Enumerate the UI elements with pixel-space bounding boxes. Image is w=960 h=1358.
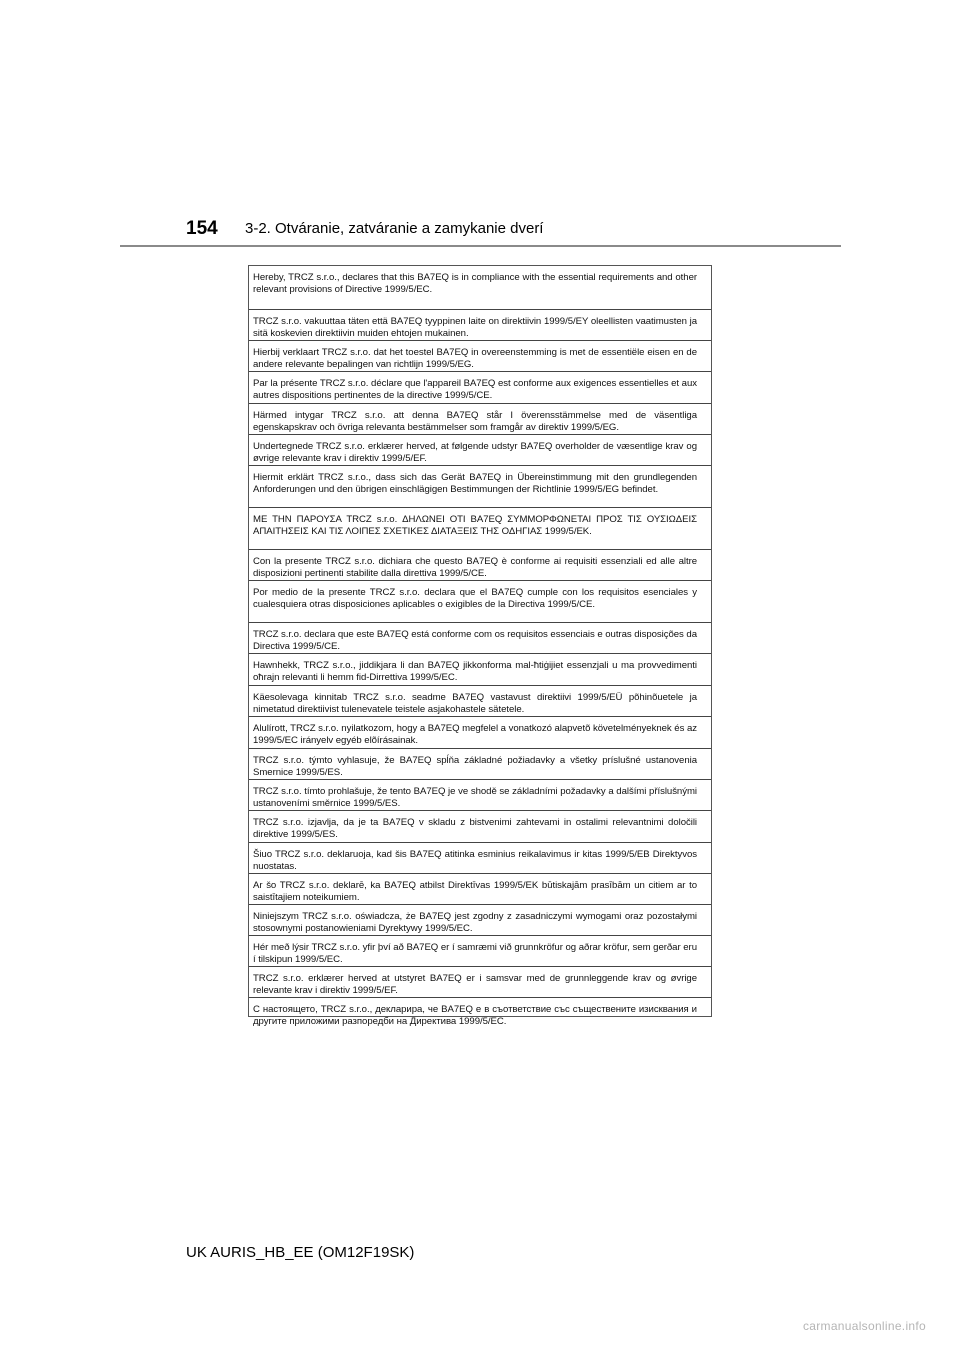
declaration-fr: Par la présente TRCZ s.r.o. déclare que l'appareil BA7EQ est conforme aux exigences essentielles et aux autres dispositions pertinentes de la directive 1999/5/CE. — [249, 372, 711, 404]
declaration-el: ΜΕ ΤΗΝ ΠΑΡΟΥΣΑ TRCZ s.r.o. ΔΗΛΩΝΕΙ ΟΤΙ BA7EQ ΣΥΜΜΟΡΦΩΝΕΤΑΙ ΠΡΟΣ ΤΙΣ ΟΥΣΙΩΔΕΙΣ ΑΠΑΙΤΗΣΕΙΣ ΚΑΙ ΤΙΣ ΛΟΙΠΕΣ ΣΧΕΤΙΚΕΣ ΔΙΑΤΑΞΕΙΣ ΤΗΣ ΟΔΗΓΙΑΣ 1999/5/ΕΚ. — [249, 508, 711, 550]
manual-model-code: UK AURIS_HB_EE (OM12F19SK) — [186, 1244, 415, 1261]
site-watermark: carmanualsonline.info — [802, 1319, 926, 1333]
declaration-de: Hiermit erklärt TRCZ s.r.o., dass sich das Gerät BA7EQ in Übereinstimmung mit den grundlegenden Anforderungen und den übrigen einschlägigen Bestimmungen der Richtlinie 1999/5/EG befindet. — [249, 466, 711, 508]
declaration-es: Por medio de la presente TRCZ s.r.o. declara que el BA7EQ cumple con los requisitos esenciales y cualesquiera otras disposiciones aplicables o exigibles de la Directiva 1999/5/CE. — [249, 581, 711, 623]
page-number: 154 — [186, 218, 218, 239]
declaration-it: Con la presente TRCZ s.r.o. dichiara che questo BA7EQ è conforme ai requisiti essenziali ed alle altre disposizioni pertinenti stabilite dalla direttiva 1999/5/CE. — [249, 550, 711, 581]
declaration-fi: TRCZ s.r.o. vakuuttaa täten että BA7EQ tyyppinen laite on direktiivin 1999/5/EY oleellisten vaatimusten ja sitä koskevien direktiivin muiden ehtojen mukainen. — [249, 310, 711, 341]
header-divider — [120, 245, 841, 247]
declaration-sk: TRCZ s.r.o. týmto vyhlasuje, že BA7EQ spĺňa základné požiadavky a všetky príslušné ustanovenia Smernice 1999/5/ES. — [249, 749, 711, 780]
page-header — [0, 216, 960, 246]
declaration-sl: TRCZ s.r.o. izjavlja, da je ta BA7EQ v skladu z bistvenimi zahtevami in ostalimi relevantnimi določili direktive 1999/5/ES. — [249, 811, 711, 843]
section-title: 3-2. Otváranie, zatváranie a zamykanie dverí — [245, 220, 544, 237]
declaration-nl: Hierbij verklaart TRCZ s.r.o. dat het toestel BA7EQ in overeenstemming is met de essentiële eisen en de andere relevante bepalingen van richtlijn 1999/5/EG. — [249, 341, 711, 372]
declaration-lv: Ar šo TRCZ s.r.o. deklarē, ka BA7EQ atbilst Direktīvas 1999/5/EK būtiskajām prasībām un citiem ar to saistītajiem noteikumiem. — [249, 874, 711, 905]
declaration-bg: С настоящето, TRCZ s.r.o., декларира, че BA7EQ е в съответствие със съществените изисквания и другите приложими разпоредби на Директива 1999/5/ЕС. — [253, 1004, 697, 1028]
declaration-da: Undertegnede TRCZ s.r.o. erklærer herved, at følgende udstyr BA7EQ overholder de væsentlige krav og øvrige relevante krav i direktiv 1999/5/EF. — [249, 435, 711, 466]
declaration-table — [248, 265, 712, 1028]
declaration-no: TRCZ s.r.o. erklærer herved at utstyret BA7EQ er i samsvar med de grunnleggende krav og øvrige relevante krav i direktiv 1999/5/EF. — [249, 967, 711, 998]
declaration-lt: Šiuo TRCZ s.r.o. deklaruoja, kad šis BA7EQ atitinka esminius reikalavimus ir kitas 1999/5/EB Direktyvos nuostatas. — [249, 843, 711, 874]
declaration-hu: Alulírott, TRCZ s.r.o. nyilatkozom, hogy a BA7EQ megfelel a vonatkozó alapvetõ követelményeknek és az 1999/5/EC irányelv egyéb elõírásainak. — [249, 717, 711, 749]
declaration-pt: TRCZ s.r.o. declara que este BA7EQ está conforme com os requisitos essenciais e outras disposições da Directiva 1999/5/CE. — [249, 623, 711, 654]
declaration-mt: Hawnhekk, TRCZ s.r.o., jiddikjara li dan BA7EQ jikkonforma mal-ħtiġijiet essenzjali u ma provvedimenti oħrajn relevanti li hemm fid-Dirrettiva 1999/5/EC. — [249, 654, 711, 686]
declaration-pl: Niniejszym TRCZ s.r.o. oświadcza, że BA7EQ jest zgodny z zasadniczymi wymogami oraz pozostałymi stosownymi postanowieniami Dyrektywy 1999/5/EC. — [249, 905, 711, 936]
declaration-et: Käesolevaga kinnitab TRCZ s.r.o. seadme BA7EQ vastavust direktiivi 1999/5/EÜ põhinõuetele ja nimetatud direktiivist tulenevatele teistele asjakohastele sätetele. — [249, 686, 711, 717]
declaration-cs: TRCZ s.r.o. tímto prohlašuje, že tento BA7EQ je ve shodě se základními požadavky a dalšími příslušnými ustanoveními směrnice 1999/5/ES. — [249, 780, 711, 811]
declaration-is: Hér með lýsir TRCZ s.r.o. yfir því að BA7EQ er í samræmi við grunnkröfur og aðrar kröfur, sem gerðar eru í tilskipun 1999/5/EC. — [249, 936, 711, 967]
declaration-en: Hereby, TRCZ s.r.o., declares that this BA7EQ is in compliance with the essential requirements and other relevant provisions of Directive 1999/5/EC. — [249, 266, 711, 310]
declaration-sv: Härmed intygar TRCZ s.r.o. att denna BA7EQ står I överensstämmelse med de väsentliga egenskapskrav och övriga relevanta bestämmelser som framgår av direktiv 1999/5/EG. — [249, 404, 711, 435]
